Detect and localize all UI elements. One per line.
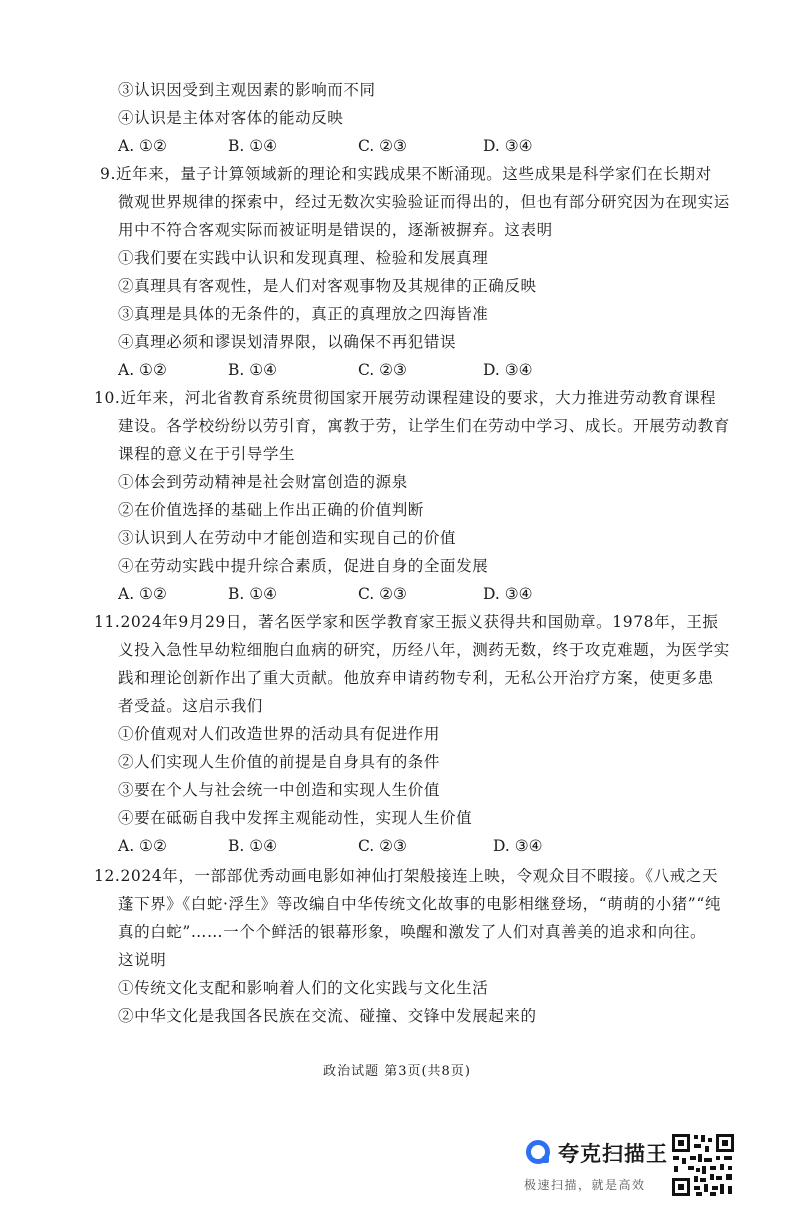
scanner-slogan: 极速扫描，就是高效 <box>524 1178 646 1192</box>
choice-line: ③要在个人与社会统一中创造和实现人生价值 <box>118 781 441 799</box>
option-d: D. ③④ <box>483 361 533 379</box>
option-b: B. ①④ <box>228 137 278 155</box>
choice-line: ④认识是主体对客体的能动反映 <box>118 109 344 127</box>
question-11-stem: 践和理论创新作出了重大贡献。他放弃申请药物专利，无私公开治疗方案，使更多患 <box>118 669 714 687</box>
option-a: A. ①② <box>118 361 167 379</box>
option-b: B. ①④ <box>228 837 278 855</box>
qr-code-icon <box>670 1132 736 1198</box>
option-d: D. ③④ <box>493 837 543 855</box>
question-12-stem: 这说明 <box>118 951 167 969</box>
option-c: C. ②③ <box>358 837 407 855</box>
choice-line: ②人们实现人生价值的前提是自身具有的条件 <box>118 753 441 771</box>
choice-line: ①传统文化支配和影响着人们的文化实践与文化生活 <box>118 979 489 997</box>
scanner-watermark <box>518 1132 668 1202</box>
question-9-stem: 9.近年来，量子计算领域新的理论和实践成果不断涌现。这些成果是科学家们在长期对 <box>100 165 712 183</box>
question-9-stem: 用中不符合客观实际而被证明是错误的，逐渐被摒弃。这表明 <box>118 221 553 239</box>
question-11-stem: 11.2024年9月29日，著名医学家和医学教育家王振义获得共和国勋章。1978年，王振 <box>94 613 719 631</box>
question-11-stem: 者受益。这启示我们 <box>118 697 263 715</box>
choice-line: ③认识到人在劳动中才能创造和实现自己的价值 <box>118 529 457 547</box>
option-b: B. ①④ <box>228 585 278 603</box>
question-11-stem: 义投入急性早幼粒细胞白血病的研究，历经八年，测药无数，终于攻克难题，为医学实 <box>118 641 730 659</box>
choice-line: ①体会到劳动精神是社会财富创造的源泉 <box>118 473 408 491</box>
choice-line: ①我们要在实践中认识和发现真理、检验和发展真理 <box>118 249 489 267</box>
choice-line: ④要在砥砺自我中发挥主观能动性，实现人生价值 <box>118 809 473 827</box>
option-b: B. ①④ <box>228 361 278 379</box>
option-c: C. ②③ <box>358 137 407 155</box>
option-a: A. ①② <box>118 837 167 855</box>
option-c: C. ②③ <box>358 361 407 379</box>
question-12-stem: 12.2024年，一部部优秀动画电影如神仙打架般接连上映，令观众目不暇接。《八戒之天 <box>94 867 719 885</box>
choice-line: ④真理必须和谬误划清界限，以确保不再犯错误 <box>118 333 457 351</box>
option-d: D. ③④ <box>483 585 533 603</box>
choice-line: ②中华文化是我国各民族在交流、碰撞、交锋中发展起来的 <box>118 1007 537 1025</box>
question-12-stem: 蓬下界》《白蛇·浮生》等改编自中华传统文化故事的电影相继登场，“萌萌的小猪”“纯 <box>118 895 721 913</box>
question-9-stem: 微观世界规律的探索中，经过无数次实验验证而得出的，但也有部分研究因为在现实运 <box>118 193 730 211</box>
question-12-stem: 真的白蛇”……一个个鲜活的银幕形象，唤醒和激发了人们对真善美的追求和向往。 <box>118 923 707 941</box>
option-d: D. ③④ <box>483 137 533 155</box>
choice-line: ③真理是具体的无条件的，真正的真理放之四海皆准 <box>118 305 489 323</box>
option-a: A. ①② <box>118 137 167 155</box>
option-c: C. ②③ <box>358 585 407 603</box>
choice-line: ①价值观对人们改造世界的活动具有促进作用 <box>118 725 441 743</box>
choice-line: ④在劳动实践中提升综合素质，促进自身的全面发展 <box>118 557 489 575</box>
scanner-logo-icon <box>526 1140 550 1164</box>
question-10-stem: 课程的意义在于引导学生 <box>118 445 296 463</box>
question-10-stem: 10.近年来，河北省教育系统贯彻国家开展劳动课程建设的要求，大力推进劳动教育课程 <box>94 389 717 407</box>
scanner-brand-name: 夸克扫描王 <box>558 1142 668 1166</box>
choice-line: ②在价值选择的基础上作出正确的价值判断 <box>118 501 424 519</box>
option-a: A. ①② <box>118 585 167 603</box>
question-10-stem: 建设。各学校纷纷以劳引育，寓教于劳，让学生们在劳动中学习、成长。开展劳动教育 <box>118 417 730 435</box>
choice-line: ②真理具有客观性，是人们对客观事物及其规律的正确反映 <box>118 277 537 295</box>
page-footer: 政治试题 第3页(共8页) <box>323 1064 471 1079</box>
choice-line: ③认识因受到主观因素的影响而不同 <box>118 81 376 99</box>
